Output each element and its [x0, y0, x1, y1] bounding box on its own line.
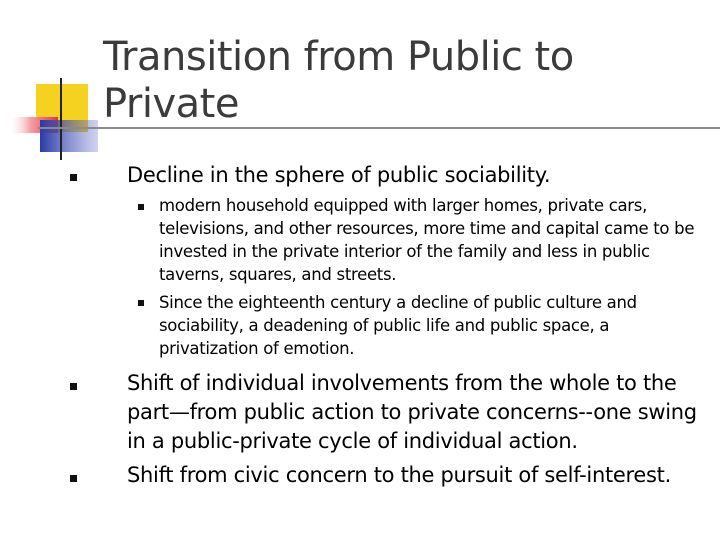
sub-bullet-marker [138, 204, 144, 210]
bullet-text-2: Shift of individual involvements from the whole to the part—from public action to private concerns--one swing in a public-private cycle of individual action. [127, 371, 697, 453]
bullet-marker [70, 475, 77, 482]
title-underline [38, 127, 720, 129]
sub-bullet-text-1: modern household equipped with larger homes, private cars, televisions, and other resources, more time and capital came to be invested in the private interior of the family and less in public taverns, squares, and streets. [159, 196, 695, 284]
bullet-marker [70, 383, 77, 390]
sub-bullet-text-2: Since the eighteenth century a decline of public culture and sociability, a deadening of public life and public space, a privatization of emotion. [159, 293, 637, 358]
bullet-text-3: Shift from civic concern to the pursuit of self-interest. [127, 463, 671, 487]
logo-vertical-line [60, 78, 62, 160]
slide-logo-graphic [0, 0, 110, 170]
slide-title: Transition from Public to Private [103, 34, 574, 127]
bullet-marker [70, 174, 77, 181]
logo-blue-square [40, 120, 98, 152]
sub-bullet-marker [138, 300, 144, 306]
bullet-text-1: Decline in the sphere of public sociability. [127, 163, 551, 187]
